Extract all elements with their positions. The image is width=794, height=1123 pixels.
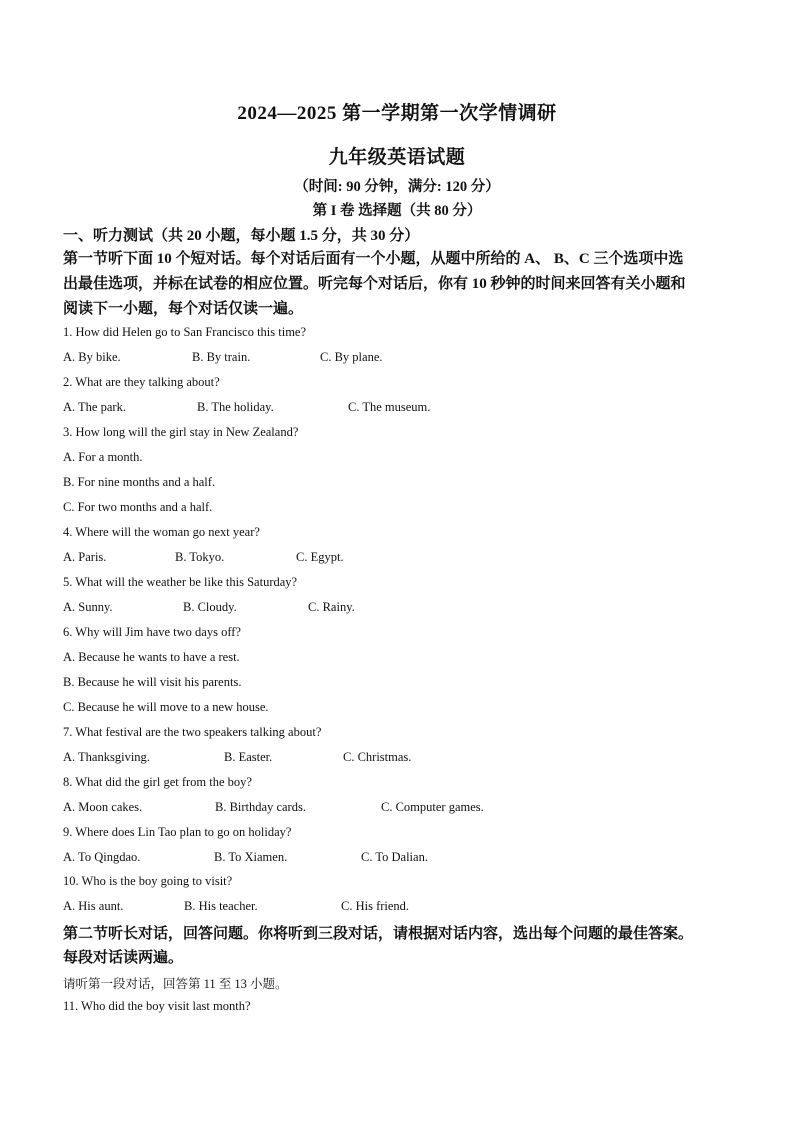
option-c: C. His friend. bbox=[341, 899, 410, 913]
question-stem: 10. Who is the boy going to visit? bbox=[63, 874, 233, 888]
option-a: A. Paris. bbox=[63, 550, 107, 564]
option-c: C. Egypt. bbox=[296, 550, 344, 564]
option-a: A. Sunny. bbox=[63, 600, 113, 614]
option-b: B. Because he will visit his parents. bbox=[63, 675, 242, 689]
instruction-line: 阅读下一小题，每个对话仅读一遍。 bbox=[63, 301, 304, 317]
question-stem: 1. How did Helen go to San Francisco this time? bbox=[63, 325, 307, 339]
option-a: A. By bike. bbox=[63, 350, 121, 364]
instruction-line: 第二节听长对话，回答问题。你将听到三段对话，请根据对话内容，选出每个问题的最佳答案。 bbox=[63, 926, 694, 942]
option-b: B. Birthday cards. bbox=[215, 800, 306, 814]
question-stem: 9. Where does Lin Tao plan to go on holiday? bbox=[63, 825, 292, 839]
question-stem: 11. Who did the boy visit last month? bbox=[63, 999, 251, 1013]
question-stem: 6. Why will Jim have two days off? bbox=[63, 625, 241, 639]
option-a: A. Moon cakes. bbox=[63, 800, 143, 814]
instruction-line: 第一节听下面 10 个短对话。每个对话后面有一个小题，从题中所给的 A、 B、C 三个选项中选 bbox=[63, 251, 684, 267]
option-b: B. Easter. bbox=[224, 750, 273, 764]
option-c: C. Christmas. bbox=[343, 750, 412, 764]
sub-instruction: 请听第一段对话，回答第 11 至 13 小题。 bbox=[63, 977, 288, 991]
option-a: A. Because he wants to have a rest. bbox=[63, 650, 240, 664]
option-a: A. To Qingdao. bbox=[63, 850, 141, 864]
option-c: C. The museum. bbox=[348, 400, 431, 414]
option-a: A. His aunt. bbox=[63, 899, 124, 913]
time-info: （时间: 90 分钟，满分: 120 分） bbox=[294, 179, 500, 195]
option-a: A. The park. bbox=[63, 400, 126, 414]
question-stem: 2. What are they talking about? bbox=[63, 375, 220, 389]
option-c: C. To Dalian. bbox=[361, 850, 428, 864]
option-b: B. By train. bbox=[192, 350, 251, 364]
volume-info: 第 I 卷 选择题（共 80 分） bbox=[312, 203, 482, 219]
question-stem: 3. How long will the girl stay in New Zealand? bbox=[63, 425, 299, 439]
instruction-line: 出最佳选项，并标在试卷的相应位置。听完每个对话后，你有 10 秒钟的时间来回答有关小题和 bbox=[63, 276, 686, 292]
question-stem: 7. What festival are the two speakers talking about? bbox=[63, 725, 322, 739]
option-a: A. For a month. bbox=[63, 450, 143, 464]
option-b: B. Cloudy. bbox=[183, 600, 237, 614]
exam-title: 2024—2025 第一学期第一次学情调研 bbox=[237, 103, 557, 124]
option-b: B. For nine months and a half. bbox=[63, 475, 216, 489]
question-stem: 8. What did the girl get from the boy? bbox=[63, 775, 252, 789]
section-heading: 一、听力测试（共 20 小题，每小题 1.5 分，共 30 分） bbox=[63, 228, 420, 244]
option-c: C. Because he will move to a new house. bbox=[63, 700, 269, 714]
question-stem: 4. Where will the woman go next year? bbox=[63, 525, 260, 539]
option-b: B. The holiday. bbox=[197, 400, 274, 414]
option-b: B. Tokyo. bbox=[175, 550, 225, 564]
option-c: C. For two months and a half. bbox=[63, 500, 213, 514]
option-b: B. His teacher. bbox=[184, 899, 258, 913]
option-b: B. To Xiamen. bbox=[214, 850, 288, 864]
exam-subject: 九年级英语试题 bbox=[328, 147, 466, 168]
instruction-line: 每段对话读两遍。 bbox=[63, 950, 184, 966]
option-c: C. Computer games. bbox=[381, 800, 484, 814]
option-c: C. Rainy. bbox=[308, 600, 355, 614]
question-stem: 5. What will the weather be like this Saturday? bbox=[63, 575, 298, 589]
option-a: A. Thanksgiving. bbox=[63, 750, 150, 764]
option-c: C. By plane. bbox=[320, 350, 383, 364]
